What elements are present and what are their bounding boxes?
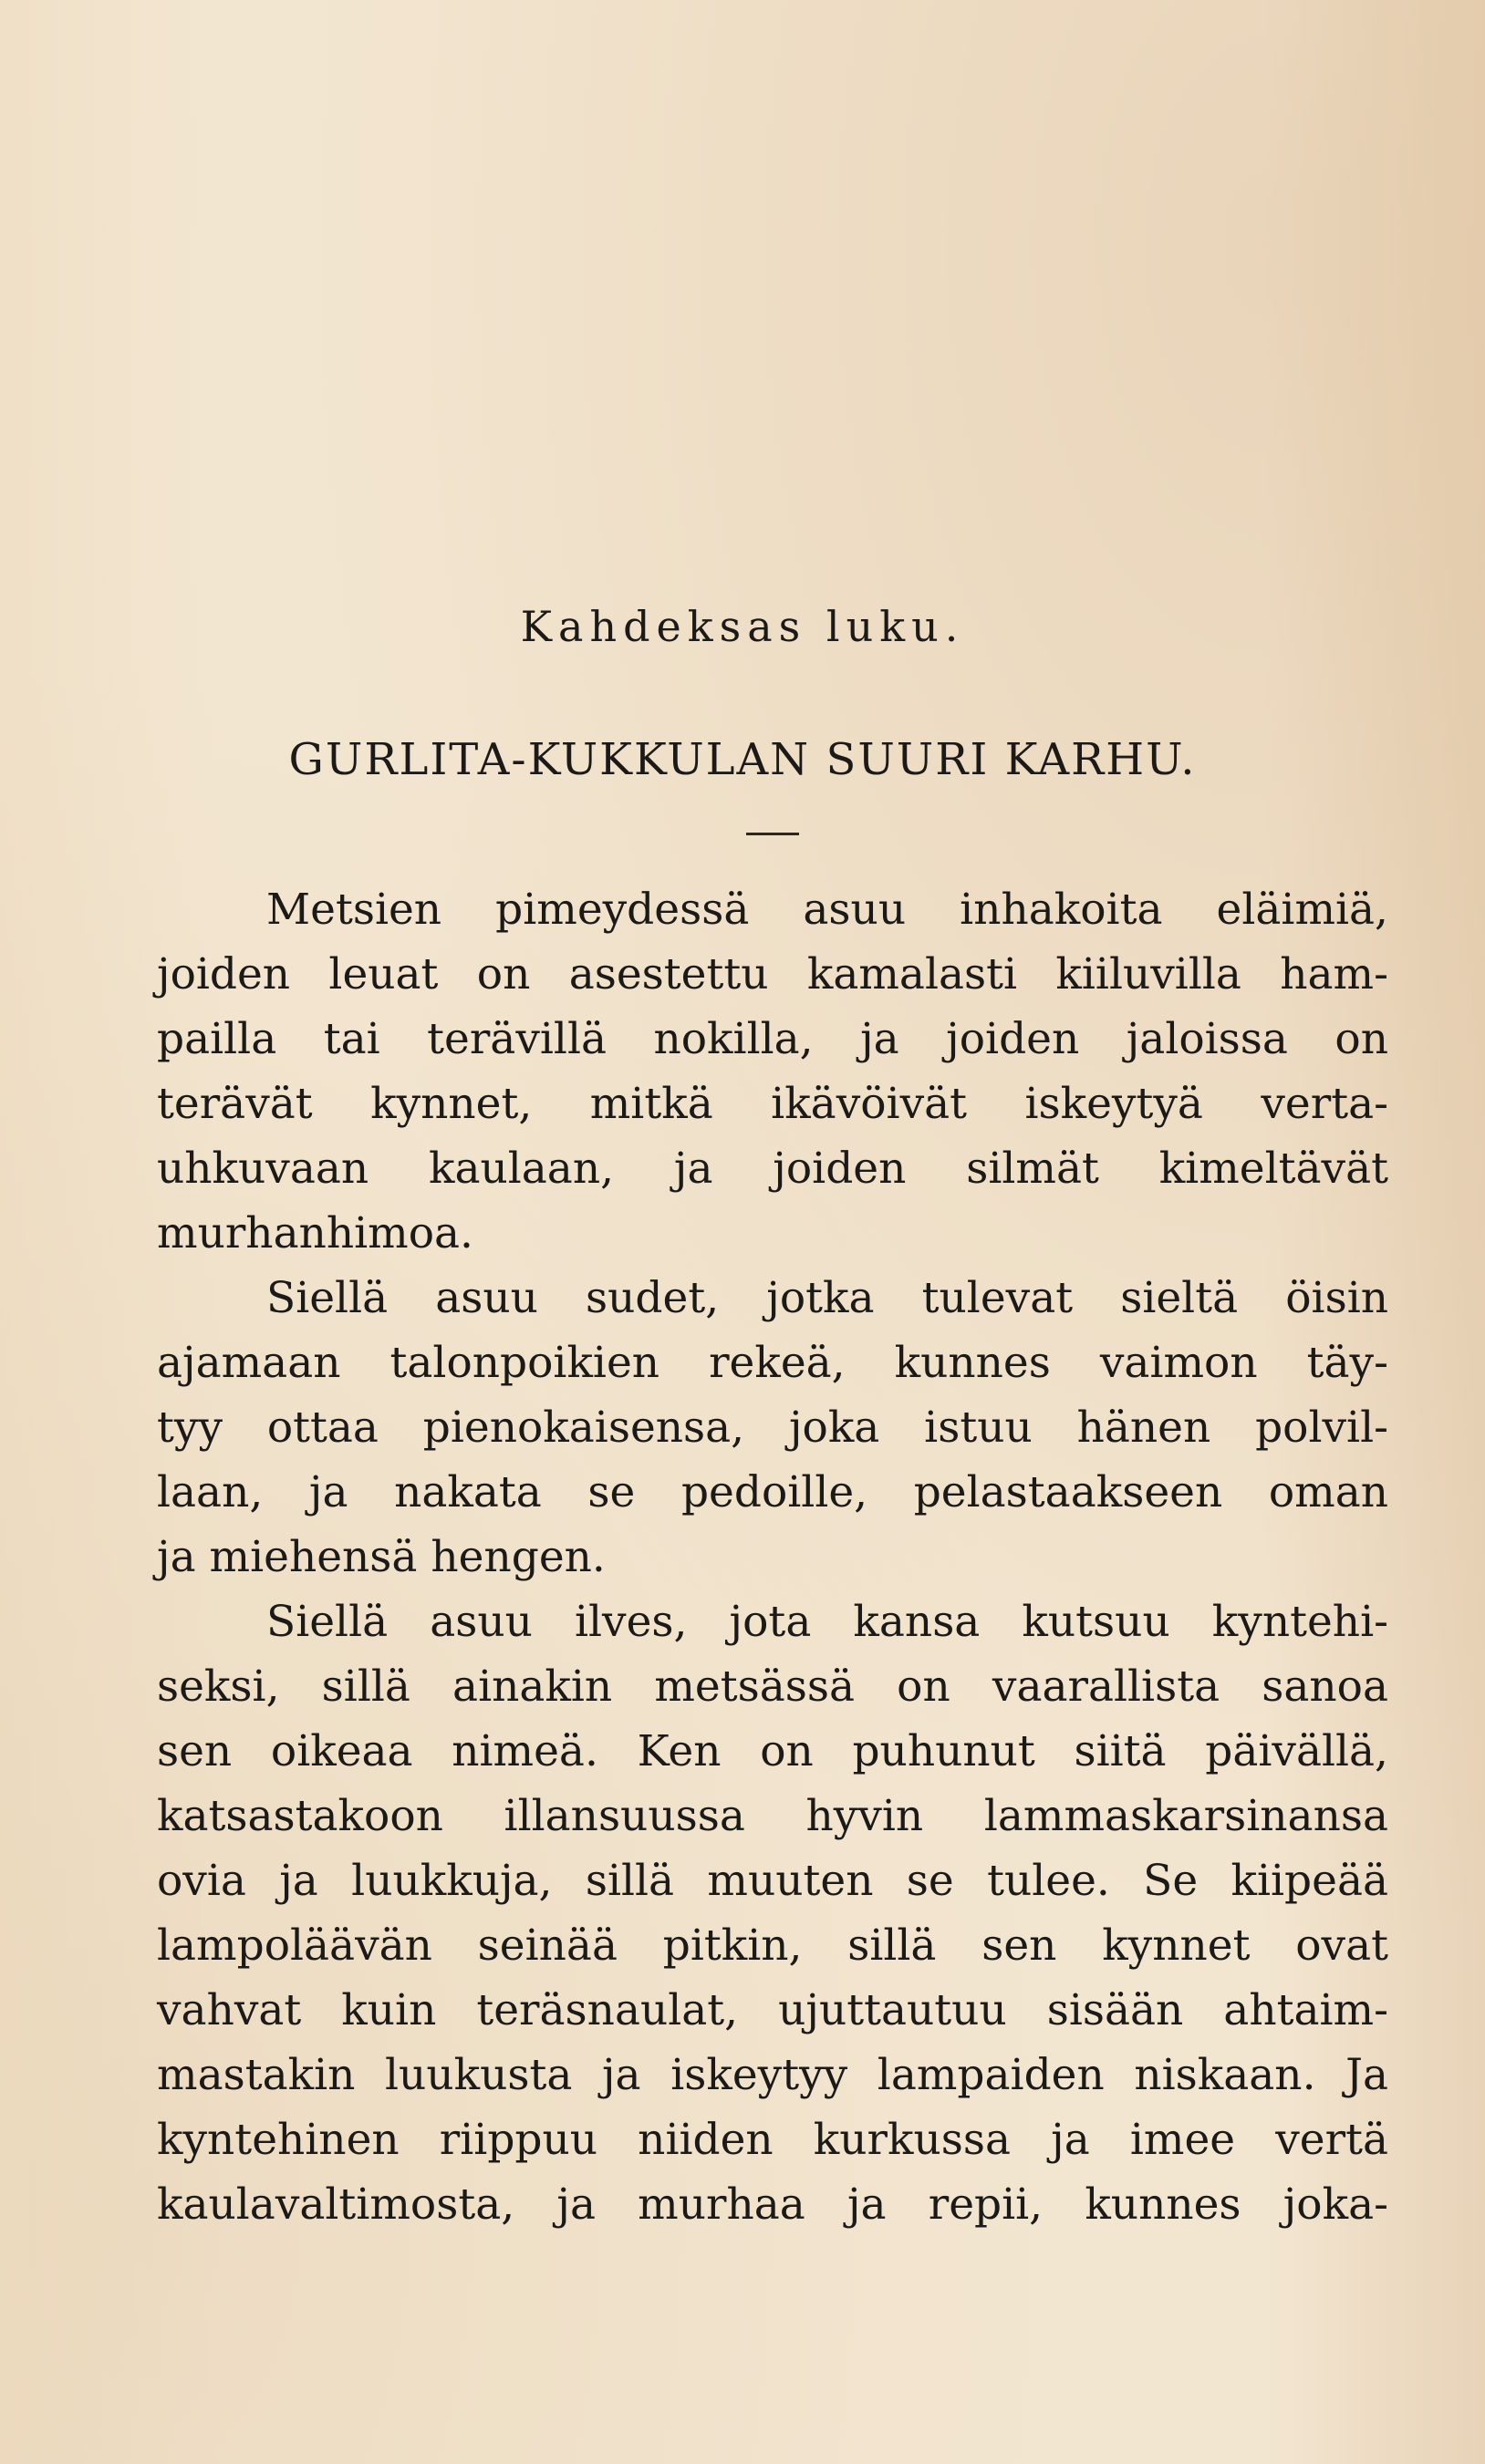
- paragraph-2: [157, 1266, 1388, 1589]
- text-line: laan, ja nakata se pedoille, pelastaakseen oman: [157, 1467, 1388, 1517]
- text-line: ajamaan talonpoikien rekeä, kunnes vaimon täy-: [157, 1338, 1388, 1388]
- text-line: lampoläävän seinää pitkin, sillä sen kynnet ovat: [157, 1920, 1388, 1971]
- text-line: ja miehensä hengen.: [157, 1532, 606, 1582]
- text-line: murhanhimoa.: [157, 1208, 473, 1258]
- text-line: seksi, sillä ainakin metsässä on vaarallista sanoa: [157, 1662, 1388, 1712]
- chapter-heading: Kahdeksas luku.: [520, 602, 965, 651]
- chapter-title: GURLITA-KUKKULAN SUURI KARHU.: [288, 734, 1197, 785]
- text-line: joiden leuat on asestettu kamalasti kiiluvilla ham-: [157, 949, 1388, 999]
- paragraph-1: [157, 877, 1388, 1266]
- text-line: pailla tai terävillä nokilla, ja joiden jaloissa on: [157, 1014, 1388, 1064]
- text-line: terävät kynnet, mitkä ikävöivät iskeytyä verta-: [157, 1079, 1388, 1129]
- text-line: kaulavaltimosta, ja murhaa ja repii, kunnes joka-: [157, 2179, 1388, 2230]
- text-line: tyy ottaa pienokaisensa, joka istuu hänen polvil-: [157, 1403, 1388, 1453]
- text-line: kyntehinen riippuu niiden kurkussa ja imee vertä: [157, 2115, 1388, 2165]
- text-line: Siellä asuu ilves, jota kansa kutsuu kyntehi-: [266, 1597, 1388, 1647]
- text-line: katsastakoon illansuussa hyvin lammaskarsinansa: [157, 1791, 1388, 1841]
- text-line: mastakin luukusta ja iskeytyy lampaiden niskaan. Ja: [157, 2050, 1388, 2100]
- text-line: ovia ja luukkuja, sillä muuten se tulee. Se kiipeää: [157, 1856, 1388, 1906]
- text-line: Metsien pimeydessä asuu inhakoita eläimiä,: [266, 885, 1388, 935]
- text-line: sen oikeaa nimeä. Ken on puhunut siitä päivällä,: [157, 1726, 1388, 1776]
- text-line: Siellä asuu sudet, jotka tulevat sieltä öisin: [266, 1273, 1388, 1323]
- text-line: uhkuvaan kaulaan, ja joiden silmät kimeltävät: [157, 1144, 1388, 1194]
- title-divider: [746, 833, 799, 835]
- body-text: [157, 877, 1388, 2237]
- text-line: vahvat kuin teräsnaulat, ujuttautuu sisään ahtaim-: [157, 1985, 1388, 2035]
- paragraph-3: [157, 1589, 1388, 2237]
